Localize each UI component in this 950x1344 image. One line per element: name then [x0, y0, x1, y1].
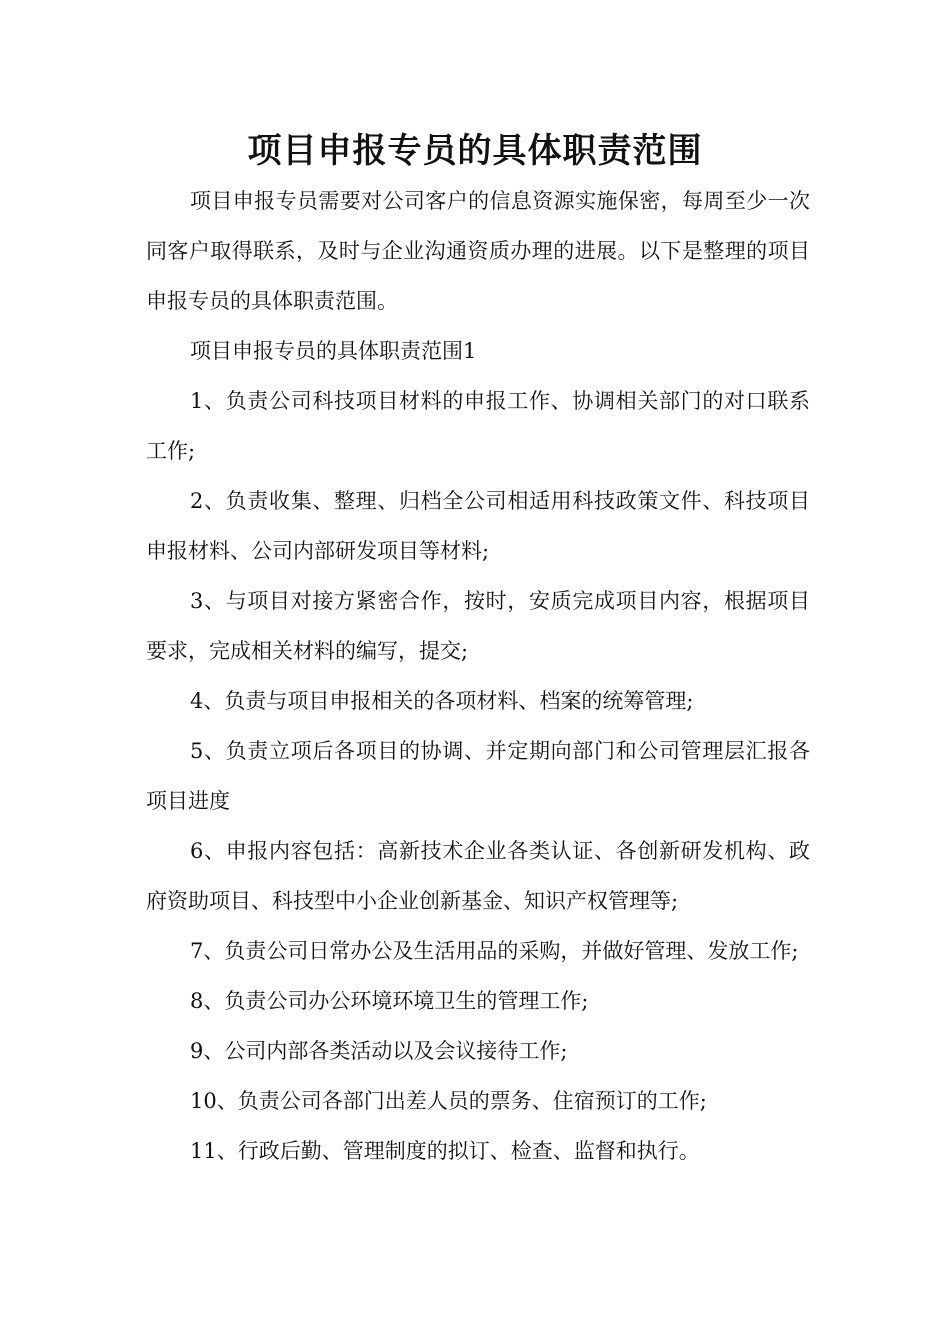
duty-item-8: 8、负责公司办公环境环境卫生的管理工作;	[190, 989, 589, 1013]
duty-item-5: 5、负责立项后各项目的协调、并定期向部门和公司管理层汇报各项目进度	[146, 739, 810, 813]
duty-item-1: 1、负责公司科技项目材料的申报工作、协调相关部门的对口联系工作;	[146, 389, 810, 463]
duty-item-11: 11、行政后勤、管理制度的拟订、检查、监督和执行。	[190, 1139, 700, 1163]
duty-item-6: 6、申报内容包括：高新技术企业各类认证、各创新研发机构、政府资助项目、科技型中小企业创新基金、知识产权管理等;	[146, 839, 810, 913]
duty-item-7: 7、负责公司日常办公及生活用品的采购，并做好管理、发放工作;	[190, 939, 799, 963]
duty-item-3: 3、与项目对接方紧密合作，按时，安质完成项目内容，根据项目要求，完成相关材料的编写，提交;	[146, 589, 810, 663]
duty-item-10: 10、负责公司各部门出差人员的票务、住宿预订的工作;	[190, 1089, 707, 1113]
document-body	[146, 176, 810, 1176]
duty-item-2: 2、负责收集、整理、归档全公司相适用科技政策文件、科技项目申报材料、公司内部研发项目等材料;	[146, 489, 810, 563]
document-title: 项目申报专员的具体职责范围	[247, 131, 703, 171]
intro-paragraph: 项目申报专员需要对公司客户的信息资源实施保密，每周至少一次同客户取得联系，及时与企业沟通资质办理的进展。以下是整理的项目申报专员的具体职责范围。	[146, 189, 810, 313]
duty-item-9: 9、公司内部各类活动以及会议接待工作;	[190, 1039, 568, 1063]
section-heading: 项目申报专员的具体职责范围1	[190, 339, 477, 363]
duty-item-4: 4、负责与项目申报相关的各项材料、档案的统筹管理;	[190, 689, 694, 713]
